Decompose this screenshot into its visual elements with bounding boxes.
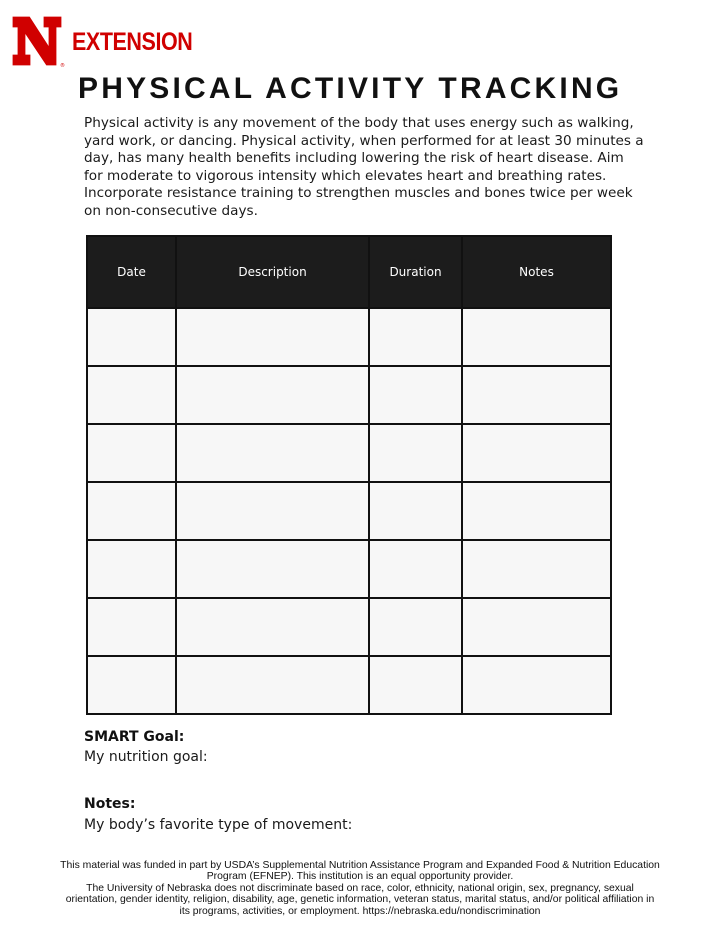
table-row xyxy=(87,482,611,540)
intro-paragraph: Physical activity is any movement of the body that uses energy such as walking, yard work, or dancing. Physical activity, when performed for at least 30 minutes a day, has many health benefits including lowering the risk of heart disease. Aim for moderate to vigorous intensity which elevates heart and breathing rates. Incorporate resistance training to strengthen muscles and bones twice per week on non-consecutive days. xyxy=(84,115,644,219)
date-cell[interactable] xyxy=(87,366,176,424)
favorite-movement-prompt[interactable]: My body’s favorite type of movement: xyxy=(84,817,353,833)
description-cell[interactable] xyxy=(176,656,369,714)
description-cell[interactable] xyxy=(176,482,369,540)
description-cell[interactable] xyxy=(176,424,369,482)
duration-cell[interactable] xyxy=(369,656,462,714)
duration-cell[interactable] xyxy=(369,482,462,540)
duration-cell[interactable] xyxy=(369,424,462,482)
notes-cell[interactable] xyxy=(462,598,611,656)
date-cell[interactable] xyxy=(87,424,176,482)
description-cell[interactable] xyxy=(176,366,369,424)
table-row xyxy=(87,598,611,656)
duration-cell[interactable] xyxy=(369,598,462,656)
date-cell[interactable] xyxy=(87,540,176,598)
smart-goal-label: SMART Goal: xyxy=(84,729,185,745)
column-header-description: Description xyxy=(176,236,369,308)
nebraska-extension-logo xyxy=(10,14,212,68)
description-cell[interactable] xyxy=(176,308,369,366)
nutrition-goal-prompt[interactable]: My nutrition goal: xyxy=(84,749,208,765)
duration-cell[interactable] xyxy=(369,540,462,598)
date-cell[interactable] xyxy=(87,308,176,366)
description-cell[interactable] xyxy=(176,598,369,656)
activity-log-table xyxy=(86,235,612,715)
column-header-notes: Notes xyxy=(462,236,611,308)
footer-disclaimer xyxy=(60,860,660,917)
duration-cell[interactable] xyxy=(369,366,462,424)
page-title: PHYSICAL ACTIVITY TRACKING xyxy=(78,72,623,105)
column-header-duration: Duration xyxy=(369,236,462,308)
date-cell[interactable] xyxy=(87,598,176,656)
table-row xyxy=(87,366,611,424)
description-cell[interactable] xyxy=(176,540,369,598)
notes-cell[interactable] xyxy=(462,308,611,366)
extension-wordmark: EXTENSION xyxy=(72,27,193,56)
notes-cell[interactable] xyxy=(462,424,611,482)
date-cell[interactable] xyxy=(87,482,176,540)
nondiscrimination-statement: The University of Nebraska does not discriminate based on race, color, ethnicity, national origin, sex, pregnancy, sexual orientation, gender identity, religion, disability, age, genetic information, veteran status, marital status, and/or political affiliation in its programs, activities, or employment. https://nebraska.edu/nondiscrimination xyxy=(65,882,655,917)
column-header-date: Date xyxy=(87,236,176,308)
notes-cell[interactable] xyxy=(462,482,611,540)
table-row xyxy=(87,308,611,366)
table-row xyxy=(87,656,611,714)
notes-cell[interactable] xyxy=(462,656,611,714)
notes-label: Notes: xyxy=(84,796,136,812)
nebraska-n-logo-icon xyxy=(10,14,64,68)
funding-statement: This material was funded in part by USDA’s Supplemental Nutrition Assistance Program and Expanded Food & Nutrition Education Program (EFNEP). This institution is an equal opportunity provider. xyxy=(60,860,660,883)
svg-text:®: ® xyxy=(60,63,65,69)
notes-cell[interactable] xyxy=(462,366,611,424)
duration-cell[interactable] xyxy=(369,308,462,366)
table-header-row xyxy=(87,236,611,308)
date-cell[interactable] xyxy=(87,656,176,714)
table-row xyxy=(87,540,611,598)
table-row xyxy=(87,424,611,482)
notes-cell[interactable] xyxy=(462,540,611,598)
